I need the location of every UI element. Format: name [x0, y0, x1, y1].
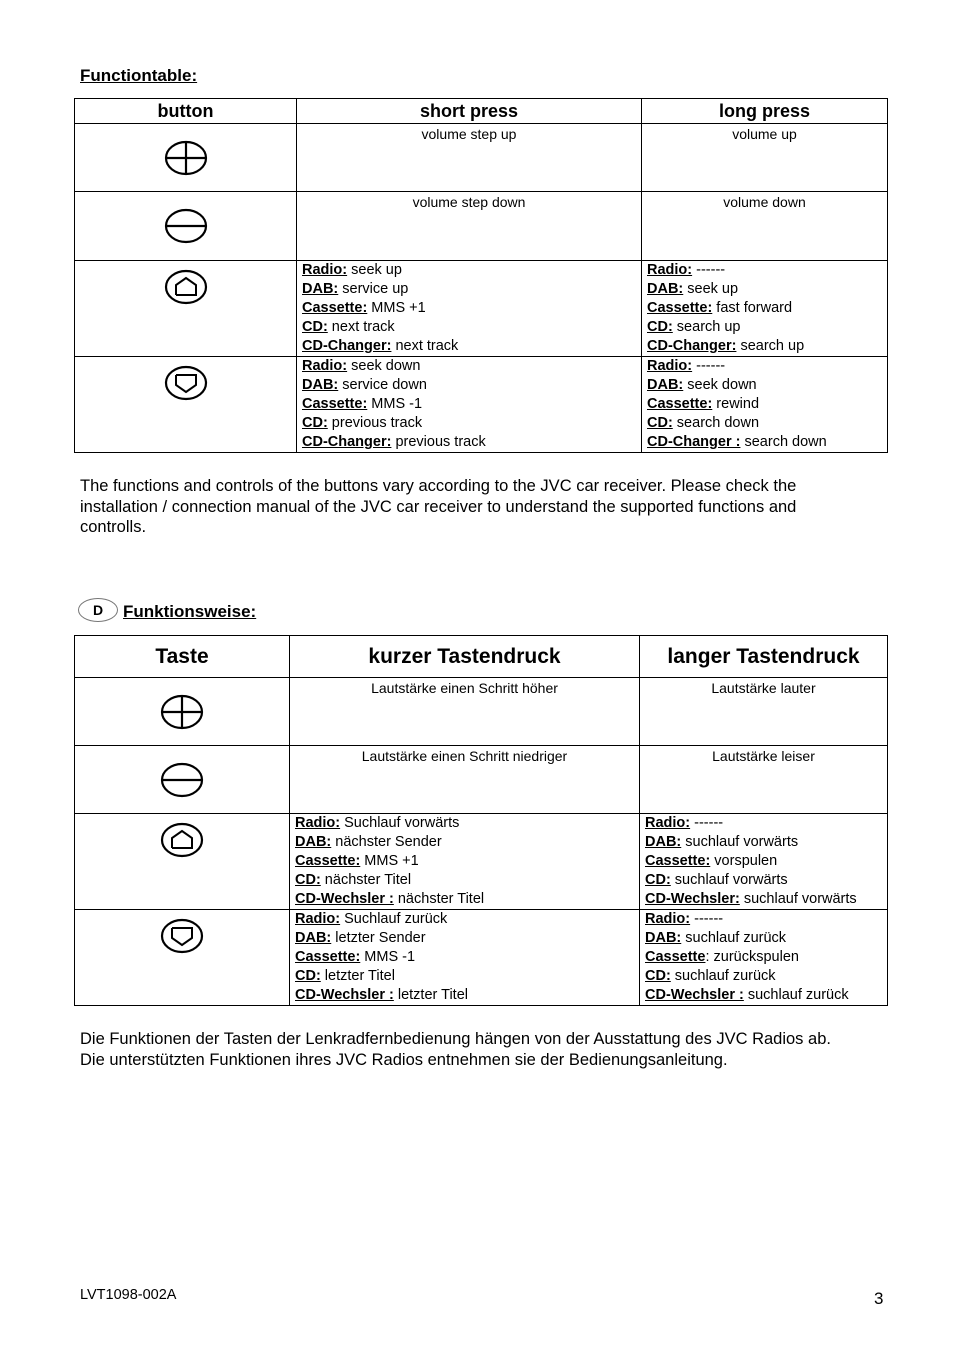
table-row: [75, 357, 888, 453]
long-press-cell: [642, 357, 888, 453]
function-line: DAB: service down: [302, 377, 427, 393]
long-press-cell: [640, 814, 888, 910]
function-line: Cassette: rewind: [647, 396, 760, 412]
function-line: DAB: seek up: [647, 281, 739, 297]
function-line: Radio: seek down: [302, 358, 421, 374]
minus-circle-icon: [164, 208, 208, 244]
column-header-short-press: short press: [297, 99, 642, 124]
table-row: [75, 261, 888, 357]
arrow-up-circle-icon: [164, 269, 208, 305]
long-press-cell: Lautstärke leiser: [640, 746, 888, 814]
function-line: Cassette: vorspulen: [645, 853, 778, 869]
function-line: CD-Changer: search up: [647, 338, 805, 354]
table-row: [75, 192, 888, 261]
plus-circle-icon: [164, 140, 208, 176]
table-row: [75, 678, 888, 746]
language-badge: D: [78, 598, 118, 622]
function-line: Cassette: zurückspulen: [645, 949, 799, 965]
arrow-down-circle-icon: [160, 918, 204, 954]
function-table-en: [74, 98, 888, 453]
column-header-button: button: [75, 99, 297, 124]
function-line: Cassette: fast forward: [647, 300, 793, 316]
function-table-heading: Functiontable:: [80, 66, 198, 85]
function-table-de: [74, 635, 888, 1006]
note-paragraph-en: The functions and controls of the buttons vary according to the JVC car receiver. Please check the installation / connection manual of the JVC car receiver to understand the supported functions and controlls.: [80, 477, 797, 536]
plus-circle-icon: [160, 694, 204, 730]
function-line: CD-Wechsler : letzter Titel: [295, 987, 468, 1003]
button-cell: [75, 814, 290, 910]
function-line: DAB: service up: [302, 281, 409, 297]
function-line: Cassette: MMS -1: [302, 396, 423, 412]
note-paragraph-de: Die Funktionen der Tasten der Lenkradfernbedienung hängen von der Ausstattung des JVC Radios ab. Die unterstützten Funktionen ihres JVC Radios entnehmen sie der Bedienungsanleitung.: [80, 1030, 831, 1069]
function-line: DAB: suchlauf zurück: [645, 930, 787, 946]
short-press-cell: [297, 357, 642, 453]
long-press-cell: volume down: [642, 192, 888, 261]
function-line: CD-Wechsler : suchlauf zurück: [645, 987, 849, 1003]
column-header-taste: Taste: [75, 636, 290, 678]
short-press-cell: [297, 261, 642, 357]
function-line: CD-Changer: next track: [302, 338, 459, 354]
function-line: DAB: letzter Sender: [295, 930, 426, 946]
function-line: CD: letzter Titel: [295, 968, 395, 984]
table-row: [75, 746, 888, 814]
short-press-cell: [290, 910, 640, 1006]
function-line: DAB: suchlauf vorwärts: [645, 834, 799, 850]
page-number: 3: [874, 1289, 884, 1308]
arrow-up-circle-icon: [160, 822, 204, 858]
function-line: CD-Wechsler: suchlauf vorwärts: [645, 891, 857, 907]
button-cell: [75, 746, 290, 814]
table-row: [75, 910, 888, 1006]
function-line: CD: suchlauf zurück: [645, 968, 776, 984]
long-press-cell: [642, 261, 888, 357]
function-line: DAB: seek down: [647, 377, 757, 393]
arrow-down-circle-icon: [164, 365, 208, 401]
button-cell: [75, 910, 290, 1006]
table-row: [75, 124, 888, 192]
function-line: Radio: Suchlauf vorwärts: [295, 815, 460, 831]
short-press-cell: volume step down: [297, 192, 642, 261]
function-line: CD-Changer : search down: [647, 434, 827, 450]
function-line: CD: previous track: [302, 415, 423, 431]
short-press-cell: Lautstärke einen Schritt niedriger: [290, 746, 640, 814]
function-line: Radio: ------: [645, 815, 724, 831]
function-line: Radio: seek up: [302, 262, 402, 278]
function-line: CD: suchlauf vorwärts: [645, 872, 788, 888]
function-line: DAB: nächster Sender: [295, 834, 442, 850]
funktionsweise-heading: Funktionsweise:: [123, 602, 257, 621]
function-line: Radio: ------: [647, 262, 726, 278]
short-press-cell: Lautstärke einen Schritt höher: [290, 678, 640, 746]
table-header-row: [75, 636, 888, 678]
minus-circle-icon: [160, 762, 204, 798]
button-cell: [75, 357, 297, 453]
button-cell: [75, 678, 290, 746]
function-line: Radio: ------: [645, 911, 724, 927]
function-line: Cassette: MMS +1: [302, 300, 426, 316]
function-line: CD: search up: [647, 319, 741, 335]
function-line: Radio: Suchlauf zurück: [295, 911, 448, 927]
button-cell: [75, 192, 297, 261]
long-press-cell: [640, 910, 888, 1006]
table-row: [75, 814, 888, 910]
function-line: Radio: ------: [647, 358, 726, 374]
function-line: CD: next track: [302, 319, 395, 335]
function-line: CD: search down: [647, 415, 760, 431]
function-line: CD: nächster Titel: [295, 872, 412, 888]
short-press-cell: volume step up: [297, 124, 642, 192]
button-cell: [75, 124, 297, 192]
column-header-long-press: long press: [642, 99, 888, 124]
column-header-kurzer-tastendruck: kurzer Tastendruck: [290, 636, 640, 678]
document-code: LVT1098-002A: [80, 1287, 177, 1303]
function-line: CD-Changer: previous track: [302, 434, 486, 450]
button-cell: [75, 261, 297, 357]
long-press-cell: volume up: [642, 124, 888, 192]
column-header-langer-tastendruck: langer Tastendruck: [640, 636, 888, 678]
function-line: Cassette: MMS +1: [295, 853, 419, 869]
short-press-cell: [290, 814, 640, 910]
table-header-row: [75, 99, 888, 124]
function-line: Cassette: MMS -1: [295, 949, 416, 965]
long-press-cell: Lautstärke lauter: [640, 678, 888, 746]
function-line: CD-Wechsler : nächster Titel: [295, 891, 485, 907]
